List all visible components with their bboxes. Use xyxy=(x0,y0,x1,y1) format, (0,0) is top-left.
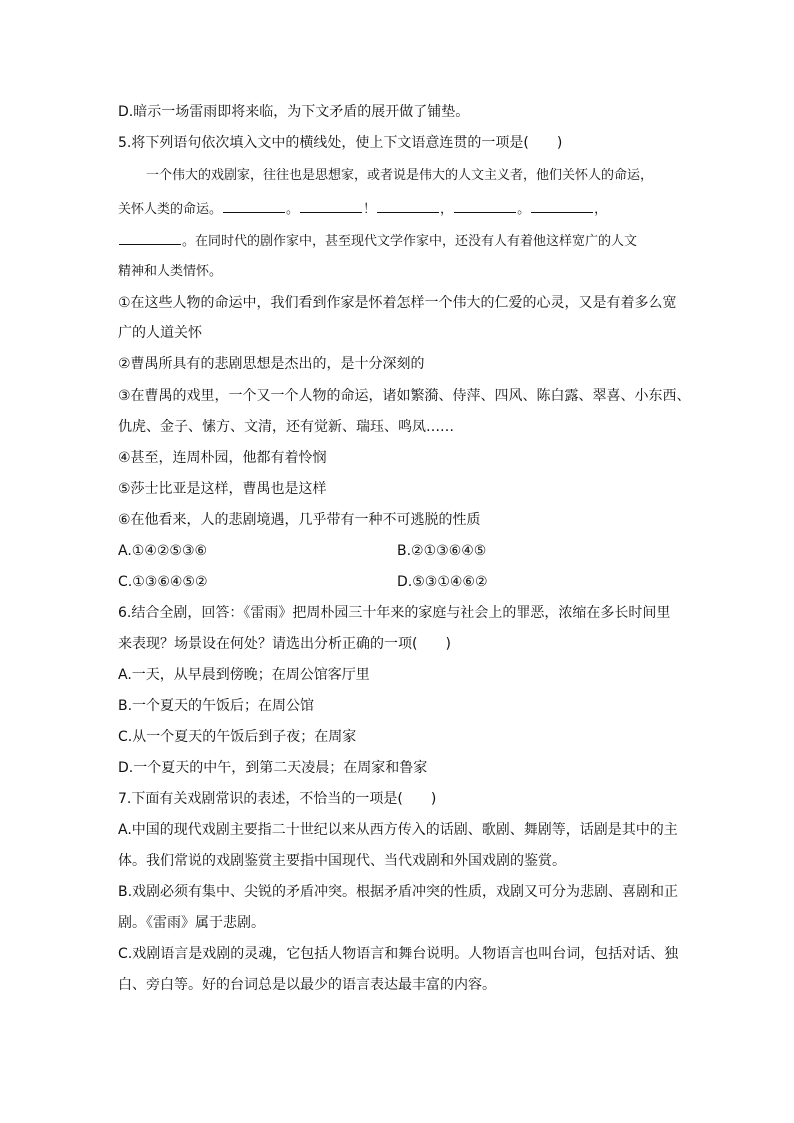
q6-option-d: D.一个夏天的中午，到第二天凌晨；在周家和鲁家 xyxy=(118,760,428,776)
q7-option-a-line1: A.中国的现代戏剧主要指二十世纪以来从西方传入的话剧、歌剧、舞剧等，话剧是其中的主 xyxy=(118,822,678,838)
q5-option-d: D.⑤③①④⑥② xyxy=(397,574,488,590)
q5-passage-line4: 精神和人类情怀。 xyxy=(118,264,223,279)
q5-passage-line3 xyxy=(118,230,637,252)
q5-sentence-3-line1: ③在曹禺的戏里，一个又一个人物的命运，诸如繁漪、侍萍、四风、陈白露、翠喜、小东西、 xyxy=(118,388,691,404)
q5-sentence-1-line2: 广的人道关怀 xyxy=(118,325,202,341)
punct: ， xyxy=(594,202,608,217)
punct: 。 xyxy=(286,202,300,217)
q6-stem-line2: 来表现？场景设在何处？请选出分析正确的一项( ) xyxy=(118,636,451,652)
q7-option-c-line1: C.戏剧语言是戏剧的灵魂，它包括人物语言和舞台说明。人物语言也叫台词，包括对话、独 xyxy=(118,946,679,962)
fill-blank-5 xyxy=(531,198,593,213)
q5-sentence-6: ⑥在他看来，人的悲剧境遇，几乎带有一种不可逃脱的性质 xyxy=(118,512,481,528)
punct: ， xyxy=(440,202,454,217)
q5-sentence-5: ⑤莎士比亚是这样，曹禺也是这样 xyxy=(118,481,327,497)
q6-option-c: C.从一个夏天的午饭后到子夜；在周家 xyxy=(118,729,357,745)
q5-passage-line1: 一个伟大的戏剧家，往往也是思想家，或者说是伟大的人文主义者，他们关怀人的命运， xyxy=(146,168,654,183)
q7-option-a-line2: 体。我们常说的戏剧鉴赏主要指中国现代、当代戏剧和外国戏剧的鉴赏。 xyxy=(118,853,566,869)
q6-stem-line1: 6.结合全剧，回答：《雷雨》把周朴园三十年来的家庭与社会上的罪恶，浓缩在多长时间里 xyxy=(118,605,671,621)
q5-sentence-3-line2: 仇虎、金子、愫方、文清，还有觉新、瑞珏、鸣凤…… xyxy=(118,419,454,435)
punct: ！ xyxy=(363,202,377,217)
q5-option-b: B.②①③⑥④⑤ xyxy=(397,543,487,559)
q7-option-c-line2: 白、旁白等。好的台词总是以最少的语言表达最丰富的内容。 xyxy=(118,977,496,993)
punct: 。 xyxy=(517,202,531,217)
fill-blank-1 xyxy=(223,198,285,213)
q5-stem: 5.将下列语句依次填入文中的横线处，使上下文语意连贯的一项是( ) xyxy=(118,135,563,151)
q6-option-b: B.一个夏天的午饭后；在周公馆 xyxy=(118,698,315,714)
fill-blank-6 xyxy=(119,230,181,245)
fill-blank-2 xyxy=(300,198,362,213)
q5-sentence-2: ②曹禺所具有的悲剧思想是杰出的，是十分深刻的 xyxy=(118,356,425,372)
q5-sentence-1-line1: ①在这些人物的命运中，我们看到作家是怀着怎样一个伟大的仁爱的心灵，又是有着多么宽 xyxy=(118,295,677,311)
q4-option-d: D.暗示一场雷雨即将来临，为下文矛盾的展开做了铺垫。 xyxy=(118,104,470,120)
q5-passage-line2 xyxy=(118,198,607,220)
q5-option-a: A.①④②⑤③⑥ xyxy=(118,543,208,559)
q7-option-b-line1: B.戏剧必须有集中、尖锐的矛盾冲突。根据矛盾冲突的性质，戏剧又可分为悲剧、喜剧和正 xyxy=(118,884,679,900)
q7-option-b-line2: 剧。《雷雨》属于悲剧。 xyxy=(118,915,265,931)
fill-blank-3 xyxy=(377,198,439,213)
q7-stem: 7.下面有关戏剧常识的表述，不恰当的一项是( ) xyxy=(118,791,437,807)
q5-sentence-4: ④甚至，连周朴园，他都有着怜悯 xyxy=(118,450,327,466)
passage-text: 关怀人类的命运。 xyxy=(118,202,223,217)
q6-option-a: A.一天，从早晨到傍晚；在周公馆客厅里 xyxy=(118,667,370,683)
fill-blank-4 xyxy=(454,198,516,213)
passage-text: 。在同时代的剧作家中，甚至现代文学作家中，还没有人有着他这样宽广的人文 xyxy=(182,234,638,249)
q5-option-c: C.①③⑥④⑤② xyxy=(118,574,208,590)
